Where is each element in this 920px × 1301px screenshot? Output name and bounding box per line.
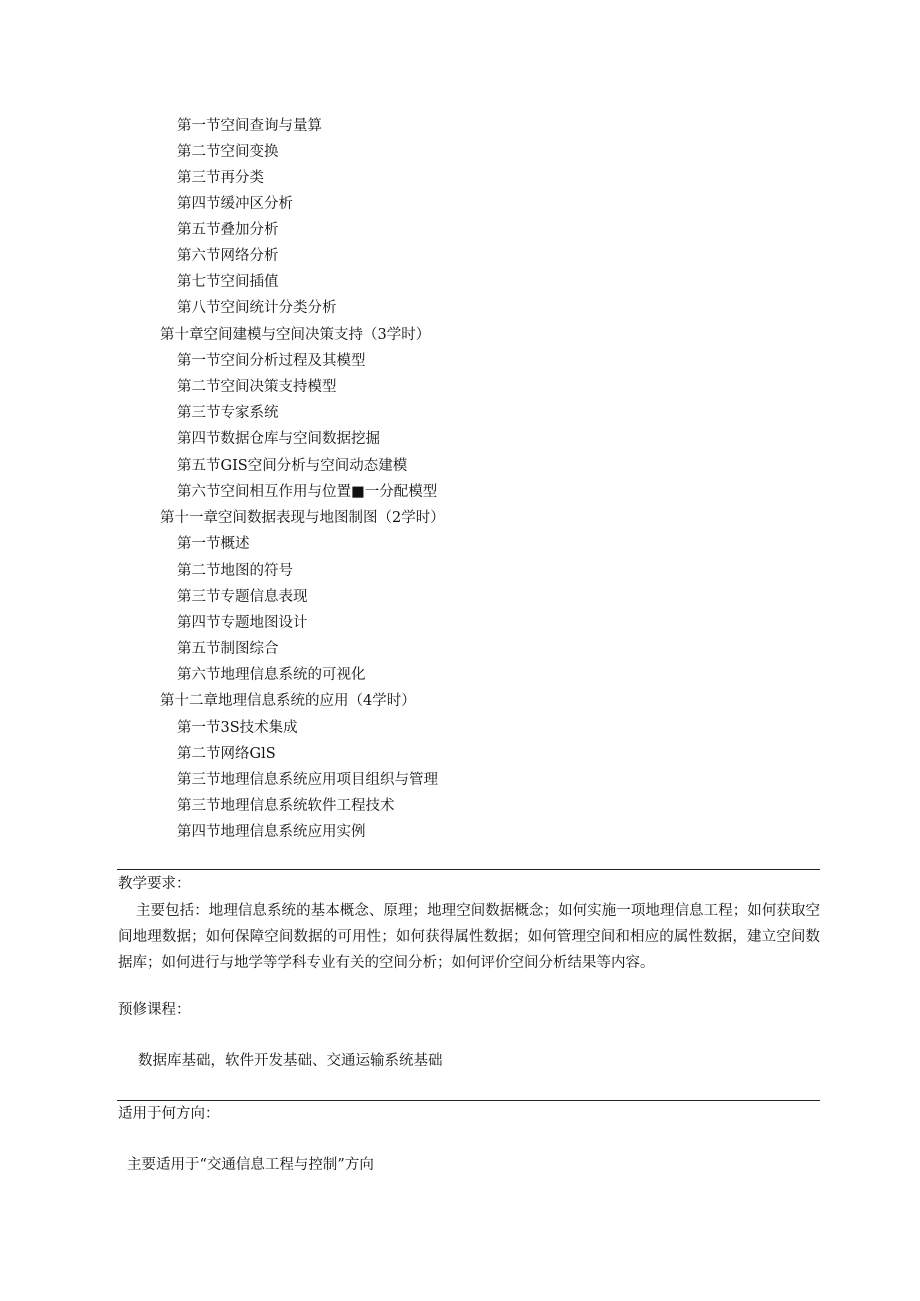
outline-section: 第五节制图综合 (177, 641, 279, 657)
outline-section: 第三节专家系统 (177, 405, 279, 421)
requirements-heading: 教学要求： (118, 876, 191, 892)
section-divider (117, 869, 820, 870)
outline-section: 第三节再分类 (177, 170, 264, 186)
outline-chapter: 第十一章空间数据表现与地图制图（2学时） (160, 510, 445, 526)
outline-section: 第七节空间插值 (177, 274, 279, 290)
section-divider (117, 1100, 820, 1101)
outline-section: 第六节地理信息系统的可视化 (177, 667, 366, 683)
direction-heading: 适用于何方向： (118, 1106, 220, 1122)
outline-section: 第一节3S技术集成 (177, 720, 298, 736)
outline-section: 第三节地理信息系统应用项目组织与管理 (177, 772, 438, 788)
prerequisites-body: 数据库基础，软件开发基础、交通运输系统基础 (138, 1053, 443, 1069)
requirements-body: 主要包括：地理信息系统的基本概念、原理；地理空间数据概念；如何实施一项地理信息工程；如何获取空间地理数据；如何保障空间数据的可用性；如何获得属性数据；如何管理空间和相应的属性数据，建立空间数据库；如何进行与地学等学科专业有关的空间分析；如何评价空间分析结果等内容。 (118, 903, 820, 971)
outline-section: 第六节空间相互作用与位置■一分配模型 (177, 484, 438, 500)
outline-section: 第六节网络分析 (177, 248, 279, 264)
outline-section: 第二节空间决策支持模型 (177, 379, 337, 395)
outline-section: 第四节数据仓库与空间数据挖掘 (177, 431, 380, 447)
outline-section: 第一节概述 (177, 536, 250, 552)
outline-section: 第四节地理信息系统应用实例 (177, 824, 366, 840)
outline-section: 第八节空间统计分类分析 (177, 300, 337, 316)
outline-section: 第一节空间查询与量算 (177, 118, 322, 134)
outline-section: 第四节专题地图设计 (177, 615, 308, 631)
prerequisites-heading: 预修课程： (118, 1002, 191, 1018)
outline-section: 第三节地理信息系统软件工程技术 (177, 798, 395, 814)
outline-section: 第二节网络GlS (177, 746, 276, 762)
outline-section: 第一节空间分析过程及其模型 (177, 353, 366, 369)
direction-body: 主要适用于“交通信息工程与控制”方向 (127, 1157, 374, 1173)
outline-section: 第三节专题信息表现 (177, 589, 308, 605)
outline-section: 第五节叠加分析 (177, 222, 279, 238)
outline-chapter: 第十章空间建模与空间决策支持（3学时） (160, 327, 431, 343)
outline-section: 第四节缓冲区分析 (177, 196, 293, 212)
outline-section: 第二节空间变换 (177, 144, 279, 160)
outline-chapter: 第十二章地理信息系统的应用（4学时） (160, 693, 416, 709)
outline-section: 第五节GIS空间分析与空间动态建模 (177, 458, 408, 474)
outline-section: 第二节地图的符号 (177, 563, 293, 579)
